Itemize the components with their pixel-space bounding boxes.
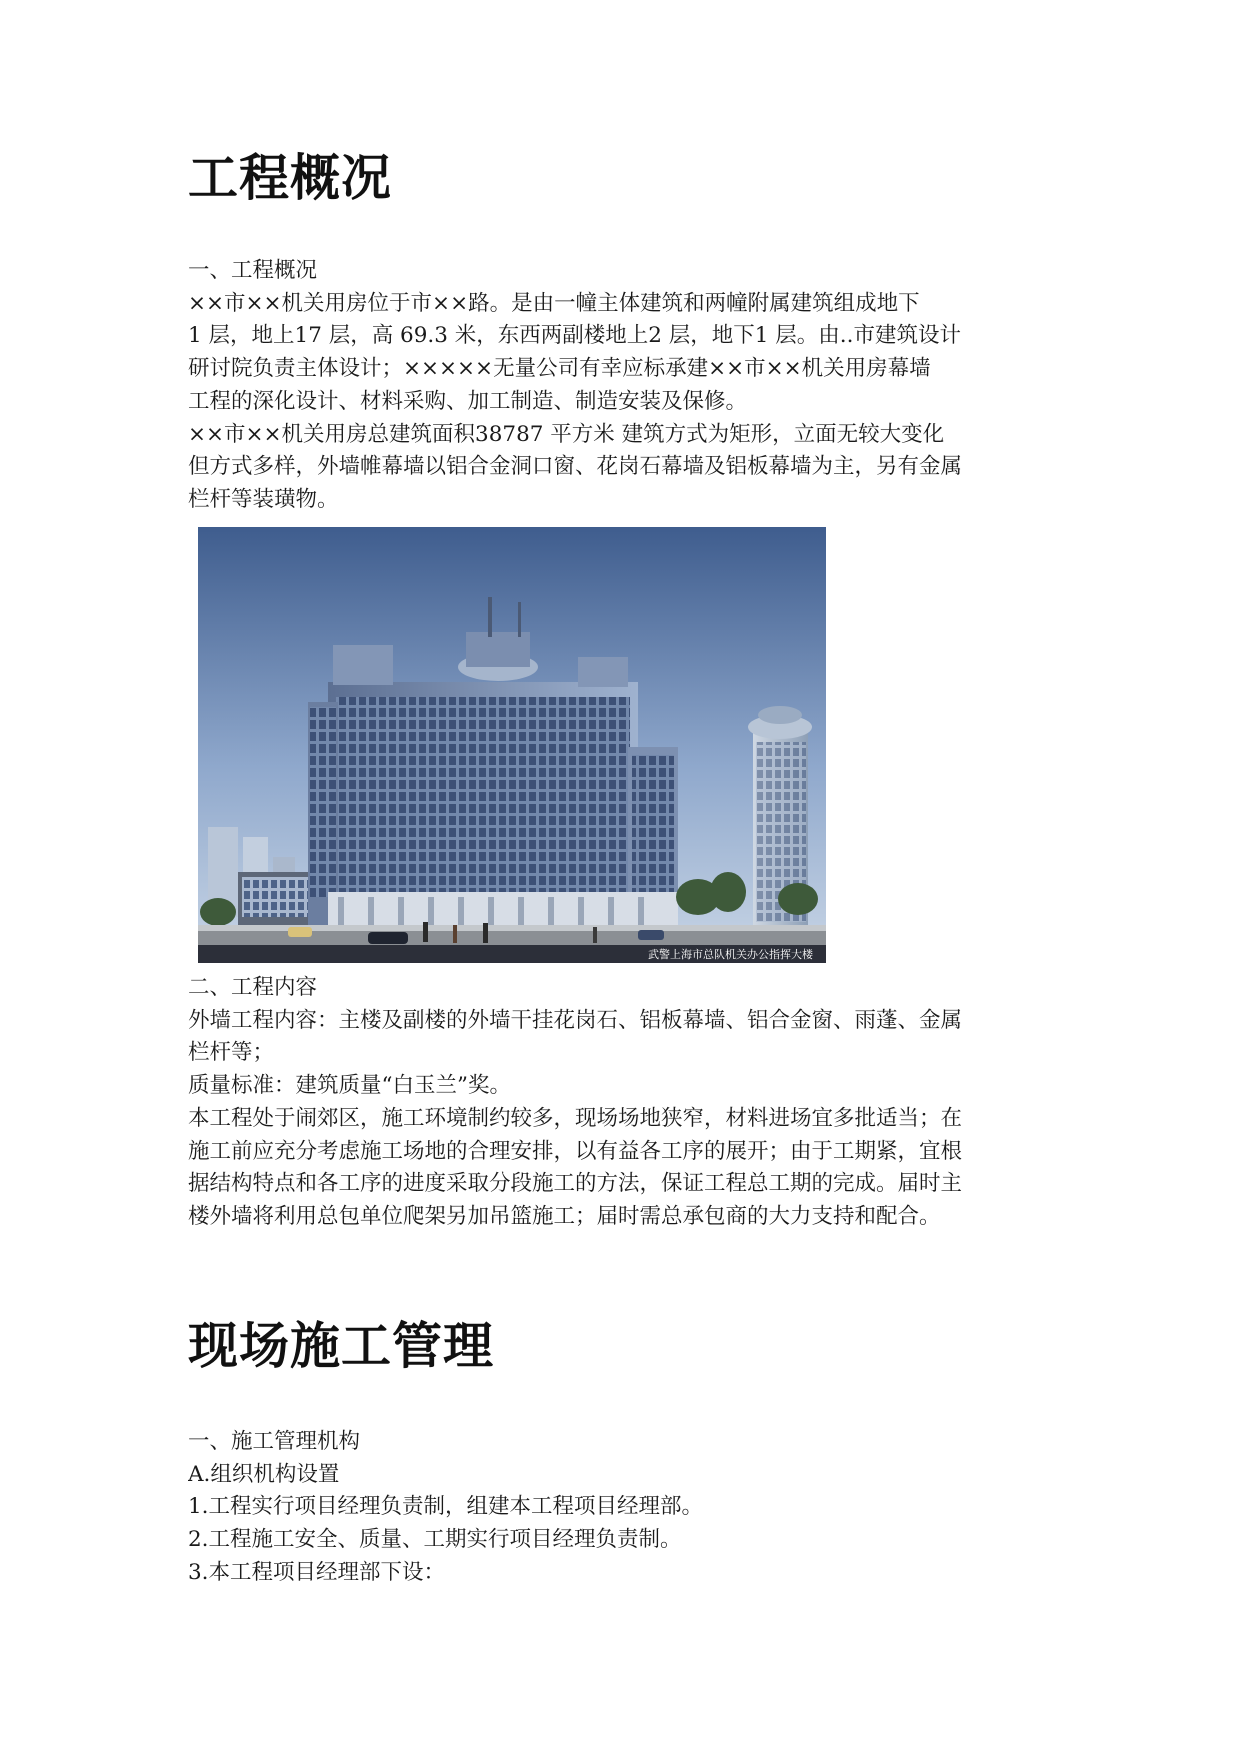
text-line: 一、工程概况 bbox=[188, 258, 318, 283]
text-line: 1.工程实行项目经理负责制，组建本工程项目经理部。 bbox=[188, 1494, 704, 1520]
photo-caption: 武警上海市总队机关办公指挥大楼 bbox=[648, 948, 813, 961]
text-line: 一、施工管理机构 bbox=[188, 1429, 361, 1454]
text-line: 1 层，地上17 层，高 69.3 米，东西两副楼地上2 层，地下1 层。由..市建筑设计 bbox=[188, 323, 961, 349]
text-line: 质量标准：建筑质量“白玉兰”奖。 bbox=[188, 1073, 511, 1099]
text-line: ××市××机关用房总建筑面积38787 平方米 建筑方式为矩形，立面无较大变化 bbox=[188, 421, 945, 447]
text-line: 2.工程施工安全、质量、工期实行项目经理负责制。 bbox=[188, 1527, 682, 1553]
text-line: 栏杆等； bbox=[188, 1040, 275, 1066]
section-heading-overview: 工程概况 bbox=[188, 149, 392, 207]
text-line: 本工程处于闹郊区，施工环境制约较多，现场场地狭窄，材料进场宜多批适当；在 bbox=[188, 1105, 963, 1131]
text-line: A.组织机构设置 bbox=[188, 1461, 340, 1487]
text-line: 栏杆等装璜物。 bbox=[188, 486, 339, 512]
text-line: ××市××机关用房位于市××路。是由一幢主体建筑和两幢附属建筑组成地下 bbox=[188, 290, 920, 316]
text-line: 外墙工程内容：主楼及副楼的外墙干挂花岗石、铝板幕墙、铝合金窗、雨蓬、金属 bbox=[188, 1007, 963, 1033]
text-line: 楼外墙将利用总包单位爬架另加吊篮施工；届时需总承包商的大力支持和配合。 bbox=[188, 1203, 941, 1229]
content-text-block bbox=[188, 972, 1068, 1234]
text-line: 3.本工程项目经理部下设： bbox=[188, 1559, 446, 1585]
text-line: 二、工程内容 bbox=[188, 975, 318, 1000]
text-line: 研讨院负责主体设计；×××××无量公司有幸应标承建××市××机关用房幕墙 bbox=[188, 356, 931, 382]
text-line: 施工前应充分考虑施工场地的合理安排，以有益各工序的展开；由于工期紧，宜根 bbox=[188, 1138, 963, 1164]
text-line: 但方式多样，外墙帷幕墙以铝合金洞口窗、花岗石幕墙及铝板幕墙为主，另有金属 bbox=[188, 454, 963, 480]
section-heading-site-management: 现场施工管理 bbox=[188, 1317, 494, 1375]
management-text-block bbox=[188, 1426, 1068, 1590]
building-photo bbox=[198, 527, 826, 963]
text-line: 据结构特点和各工序的进度采取分段施工的方法，保证工程总工期的完成。届时主 bbox=[188, 1171, 963, 1197]
overview-text-block bbox=[188, 255, 1068, 517]
text-line: 工程的深化设计、材料采购、加工制造、制造安装及保修。 bbox=[188, 388, 748, 414]
